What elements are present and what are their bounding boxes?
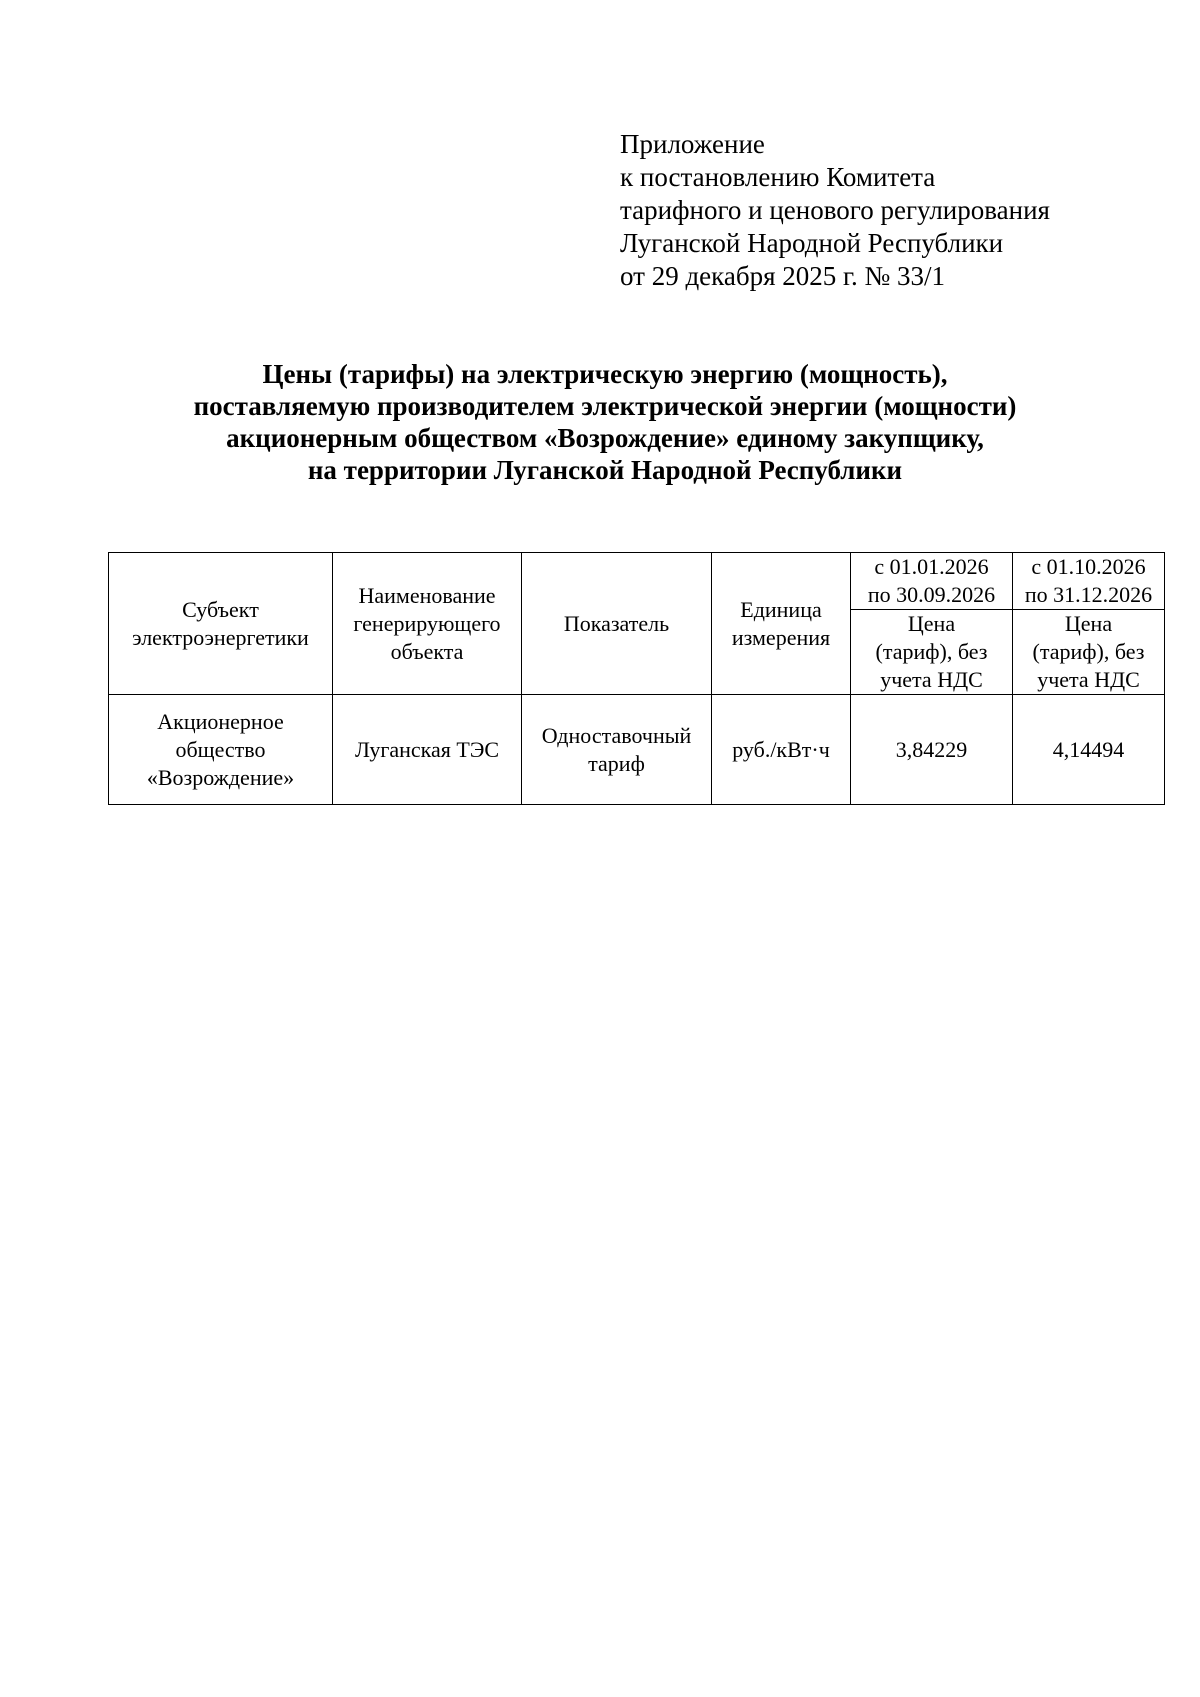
title-line: поставляемую производителем электрической энергии (мощности) xyxy=(193,391,1017,421)
cell-text: общество xyxy=(175,736,266,762)
cell-text: Луганская ТЭС xyxy=(354,736,500,762)
header-text: учета НДС xyxy=(1037,667,1140,692)
header-price-2 xyxy=(1013,610,1165,695)
header-text: электроэнергетики xyxy=(132,624,309,650)
header-text: учета НДС xyxy=(880,667,983,692)
header-text: Показатель xyxy=(563,610,670,636)
header-text: Цена xyxy=(907,611,956,636)
header-indicator xyxy=(522,553,712,695)
header-text: Субъект xyxy=(182,596,259,622)
header-text: (тариф), без xyxy=(875,639,988,664)
annex-line: Приложение xyxy=(620,129,765,159)
header-text: генерирующего xyxy=(353,610,501,636)
header-text: Наименование xyxy=(358,582,496,608)
annex-line: от 29 декабря 2025 г. № 33/1 xyxy=(620,261,946,291)
header-facility xyxy=(333,553,522,695)
header-unit xyxy=(712,553,851,695)
header-text: Цена xyxy=(1064,611,1113,636)
document-title xyxy=(100,358,1110,486)
header-text: по 31.12.2026 xyxy=(1024,582,1153,607)
cell-text: 4,14494 xyxy=(1052,736,1125,762)
header-text: измерения xyxy=(731,624,831,650)
header-text: с 01.10.2026 xyxy=(1031,554,1146,579)
cell-subject xyxy=(109,695,333,805)
header-text: по 30.09.2026 xyxy=(867,582,996,607)
cell-unit xyxy=(712,695,851,805)
cell-indicator xyxy=(522,695,712,805)
cell-text: 3,84229 xyxy=(895,736,968,762)
annex-line: Луганской Народной Республики xyxy=(620,228,1004,258)
header-period-2 xyxy=(1013,553,1165,610)
cell-text: тариф xyxy=(588,750,645,776)
cell-text: «Возрождение» xyxy=(146,764,295,790)
header-period-1 xyxy=(851,553,1013,610)
cell-facility xyxy=(333,695,522,805)
cell-price-2 xyxy=(1013,695,1165,805)
cell-text: Одноставочный xyxy=(541,722,692,748)
header-price-1 xyxy=(851,610,1013,695)
header-text: (тариф), без xyxy=(1032,639,1145,664)
title-line: на территории Луганской Народной Республики xyxy=(307,455,903,485)
cell-text: руб./кВт·ч xyxy=(732,736,830,762)
cell-text: Акционерное xyxy=(157,708,284,734)
header-subject xyxy=(109,553,333,695)
title-line: Цены (тарифы) на электрическую энергию (мощность), xyxy=(262,359,948,389)
tariff-table xyxy=(108,552,1165,805)
title-line: акционерным обществом «Возрождение» единому закупщику, xyxy=(226,423,984,453)
header-text: объекта xyxy=(390,638,464,664)
annex-line: к постановлению Комитета xyxy=(620,162,936,192)
annex-line: тарифного и ценового регулирования xyxy=(620,195,1050,225)
annex-block xyxy=(620,128,1050,293)
cell-price-1 xyxy=(851,695,1013,805)
header-text: Единица xyxy=(740,596,822,622)
table-row xyxy=(109,695,1165,805)
header-text: с 01.01.2026 xyxy=(874,554,989,579)
